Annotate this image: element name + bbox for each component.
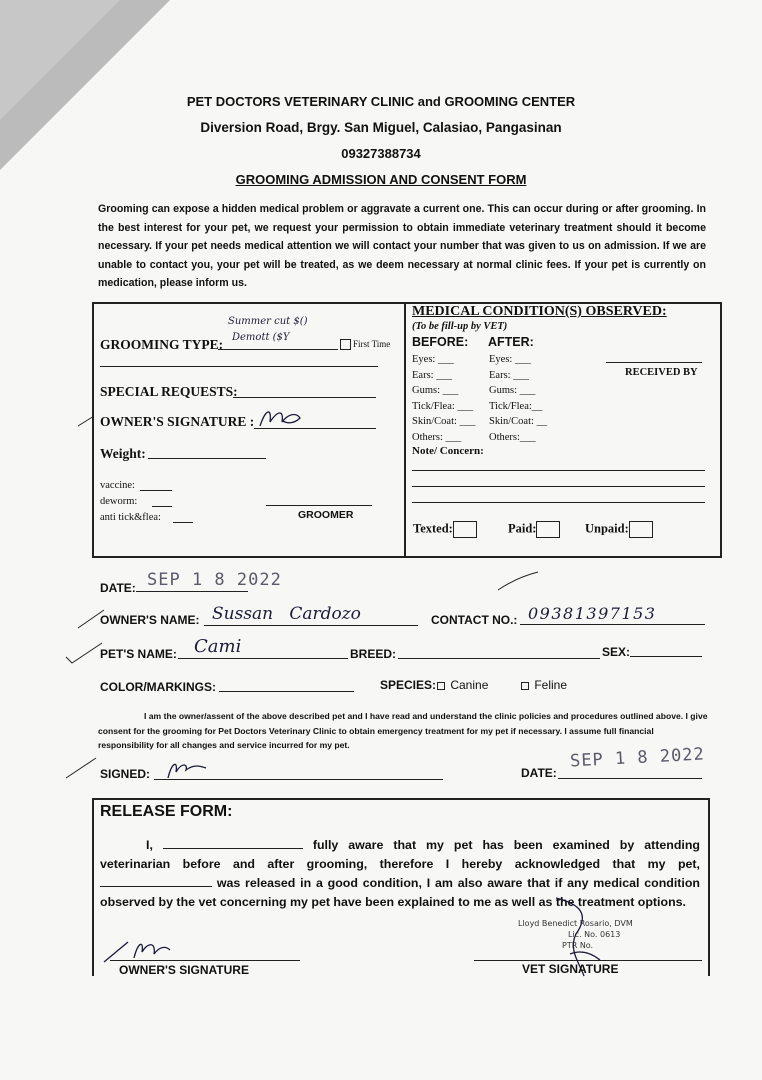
vet-signature-label: VET SIGNATURE [522, 962, 619, 976]
texted-checkbox[interactable] [453, 521, 477, 538]
after-item-gums: Gums: ___ [489, 385, 536, 396]
sex-label: SEX: [602, 645, 631, 659]
species-label: SPECIES: [380, 678, 437, 692]
contact-value: 09381397153 [528, 604, 657, 623]
grooming-type-handwriting-1: Summer cut $() [228, 316, 308, 327]
release-form-title: RELEASE FORM: [100, 803, 233, 820]
clinic-address: Diversion Road, Brgy. San Miguel, Calasiao, Pangasinan [200, 120, 562, 135]
feline-checkbox[interactable] [521, 682, 529, 690]
tick-mark-1 [76, 414, 96, 428]
species-feline-option[interactable] [521, 678, 567, 692]
vaccine-label: vaccine: [100, 480, 135, 491]
canine-label: Canine [450, 678, 489, 692]
form-title: GROOMING ADMISSION AND CONSENT FORM [235, 172, 527, 187]
canine-checkbox[interactable] [437, 682, 445, 690]
groomer-label: GROOMER [298, 509, 354, 521]
grooming-type-handwriting-2: Demott ($Y [232, 332, 290, 343]
date-line[interactable] [136, 591, 248, 592]
vet-stamp-line3: PTR No. [562, 941, 594, 950]
unpaid-field[interactable] [585, 521, 653, 538]
owner-name-value: Sussan Cardozo [212, 604, 361, 624]
pet-name-value: Cami [194, 636, 242, 657]
special-requests-line[interactable] [233, 397, 376, 398]
breed-line[interactable] [398, 658, 600, 659]
owner-signature-release-label: OWNER'S SIGNATURE [119, 963, 249, 977]
vet-stamp-line1: Lloyd Benedict Rosario, DVM [518, 919, 633, 928]
signed-date-label: DATE: [521, 766, 557, 780]
before-item-eyes: Eyes: ___ [412, 354, 454, 365]
before-item-gums: Gums: ___ [412, 385, 459, 396]
color-markings-line[interactable] [219, 691, 354, 692]
after-label: AFTER: [488, 335, 534, 349]
before-label: BEFORE: [412, 335, 469, 349]
before-item-others: Others: ___ [412, 431, 462, 443]
signed-label: SIGNED: [100, 767, 151, 781]
unpaid-checkbox[interactable] [629, 521, 653, 538]
after-item-ears: Ears: ___ [489, 369, 529, 381]
release-paragraph: I, fully aware that my pet has been examined by attending veterinarian before and after grooming, therefore I hereby acknowledged that my pet, was released in a good condition, I am also aware that if any medical condition observed by the vet concerning my pet have been explained to me as well as the treatment options. [100, 838, 700, 909]
deworm-line[interactable] [152, 506, 172, 507]
release-owner-signature [100, 936, 180, 966]
texted-field[interactable] [413, 521, 477, 538]
unpaid-label: Unpaid: [585, 521, 629, 536]
deworm-label: deworm: [100, 496, 138, 507]
medical-condition-title: MEDICAL CONDITION(S) OBSERVED: [412, 304, 667, 319]
note-line-2[interactable] [412, 486, 705, 487]
vet-signature-line[interactable] [474, 960, 702, 961]
texted-label: Texted: [413, 521, 453, 536]
clinic-name: PET DOCTORS VETERINARY CLINIC and GROOMING CENTER [186, 94, 576, 109]
before-item-skincoat: Skin/Coat: ___ [412, 416, 476, 427]
sex-line[interactable] [630, 656, 702, 657]
signed-line[interactable] [154, 779, 443, 780]
consent-paragraph: I am the owner/assent of the above described pet and I have read and understand the clinic policies and procedures outlined above. I give consent for the grooming for Pet Doctors Veterinary Clinic to obtain emergency treatment for my pet if necessary. I assume full financial responsibility for all changes and service incurred for my pet. [98, 711, 708, 750]
after-item-others: Others:___ [489, 431, 536, 443]
box-divider [404, 302, 406, 556]
owner-signature-release-line[interactable] [110, 960, 300, 961]
pet-name-line[interactable] [178, 658, 348, 659]
first-time-option[interactable] [340, 339, 390, 350]
color-markings-label: COLOR/MARKINGS: [100, 680, 216, 694]
grooming-type-line-2 [100, 366, 378, 367]
feline-label: Feline [534, 678, 568, 692]
before-item-ears: Ears: ___ [412, 369, 452, 381]
special-requests-label: SPECIAL REQUESTS: [100, 384, 238, 399]
owner-name-label: OWNER'S NAME: [100, 613, 200, 627]
clinic-phone: 09327388734 [341, 146, 421, 161]
medical-condition-subtitle: (To be fill-up by VET) [412, 321, 508, 332]
pet-name-label: PET'S NAME: [100, 647, 177, 661]
date-label: DATE: [100, 581, 136, 595]
release-owner-name-line[interactable] [163, 837, 303, 849]
release-pet-name-line[interactable] [100, 875, 212, 887]
signed-date-line[interactable] [558, 778, 702, 779]
tick-mark-4 [64, 756, 98, 780]
grooming-type-line[interactable] [218, 349, 338, 350]
note-line-1[interactable] [412, 470, 705, 471]
breed-label: BREED: [350, 647, 397, 661]
vet-stamp-line2: Lic. No. 0613 [568, 930, 621, 939]
before-items [412, 352, 475, 445]
species-canine-option[interactable] [437, 678, 488, 692]
owner-signature-label: OWNER'S SIGNATURE : [100, 414, 255, 429]
intro-paragraph: Grooming can expose a hidden medical problem or aggravate a current one. This can occur during or after grooming. In the best interest for your pet, we request your permission to obtain immediate veterinary treatment should it become necessary. If your pet needs medical attention we will contact your number that was given to us on admission. If we are unable to contact you, your pet will be treated, as we deem necessary at normal clinic fees. If your pet is currently on medication, please inform us. [98, 203, 706, 289]
date-stamp: SEP 1 8 2022 [147, 570, 282, 590]
after-item-tickflea: Tick/Flea:__ [489, 400, 543, 412]
first-time-label: First Time [353, 339, 391, 349]
first-time-checkbox[interactable] [340, 339, 351, 350]
paid-field[interactable] [508, 521, 560, 538]
contact-line[interactable] [520, 624, 705, 625]
vaccine-line[interactable] [140, 490, 172, 491]
signed-date-stamp: SEP 1 8 2022 [569, 744, 706, 772]
weight-line[interactable] [148, 458, 266, 459]
grooming-type-label: GROOMING TYPE: [100, 337, 224, 352]
owner-signature-mark [256, 404, 306, 432]
owner-name-line[interactable] [204, 625, 418, 626]
after-item-eyes: Eyes: ___ [489, 354, 531, 365]
note-concern-label: Note/ Concern: [412, 445, 484, 457]
weight-label: Weight: [100, 446, 146, 461]
received-by-line[interactable] [606, 362, 702, 363]
before-item-tickflea: Tick/Flea: ___ [412, 400, 474, 412]
paid-checkbox[interactable] [536, 521, 560, 538]
check-mark-date [496, 570, 540, 592]
groomer-line[interactable] [266, 505, 372, 506]
after-item-skincoat: Skin/Coat: __ [489, 416, 548, 427]
contact-label: CONTACT NO.: [431, 613, 518, 627]
after-items [489, 352, 547, 445]
anti-tick-line[interactable] [173, 522, 193, 523]
paid-label: Paid: [508, 521, 537, 536]
note-line-3[interactable] [412, 502, 705, 503]
anti-tick-label: anti tick&flea: [100, 512, 161, 523]
received-by-label: RECEIVED BY [625, 367, 698, 378]
tick-mark-3 [64, 641, 104, 665]
